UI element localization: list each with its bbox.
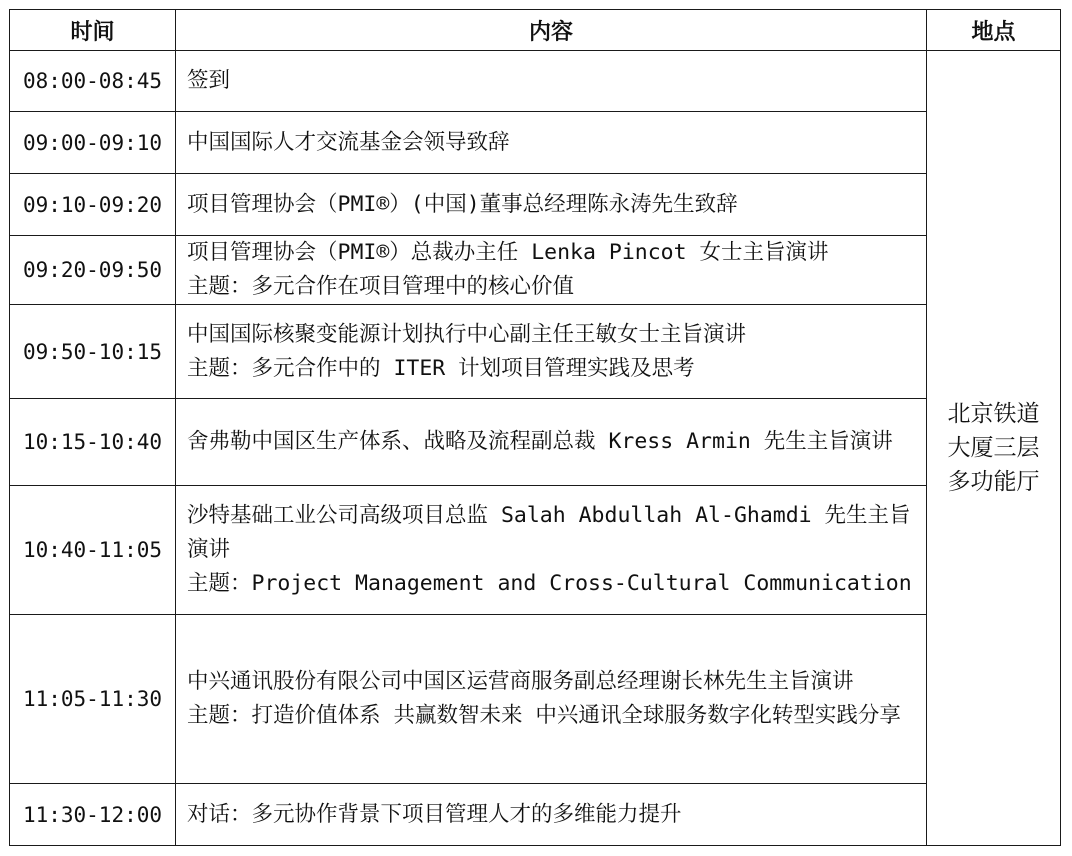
header-content: 内容 (176, 10, 927, 51)
content-line: 主题：打造价值体系 共赢数智未来 中兴通讯全球服务数字化转型实践分享 (187, 703, 901, 728)
venue-text: 北京铁道大厦三层多功能厅 (947, 401, 1040, 495)
content-cell (176, 236, 927, 305)
time-cell: 08:00-08:45 (10, 51, 176, 112)
time-cell: 11:30-12:00 (10, 784, 176, 846)
table-row (10, 236, 1061, 305)
content-cell (176, 486, 927, 615)
content-cell (176, 174, 927, 236)
content-cell (176, 784, 927, 846)
time-cell: 09:10-09:20 (10, 174, 176, 236)
table-row (10, 784, 1061, 846)
content-line: 主题：多元合作在项目管理中的核心价值 (187, 274, 575, 299)
header-time: 时间 (10, 10, 176, 51)
content-line: 主题：Project Management and Cross-Cultural Communication (187, 571, 912, 596)
time-cell: 10:40-11:05 (10, 486, 176, 615)
table-row (10, 399, 1061, 486)
agenda-table (9, 9, 1061, 846)
content-line: 舍弗勒中国区生产体系、战略及流程副总裁 Kress Armin 先生主旨演讲 (187, 429, 893, 454)
table-row (10, 174, 1061, 236)
time-cell: 09:20-09:50 (10, 236, 176, 305)
content-line: 中国国际核聚变能源计划执行中心副主任王敏女士主旨演讲 (187, 321, 747, 347)
venue-cell (927, 51, 1061, 846)
content-line: 签到 (187, 68, 231, 93)
content-cell (176, 112, 927, 174)
header-row (10, 10, 1061, 51)
table-row (10, 112, 1061, 174)
content-line: 中国国际人才交流基金会领导致辞 (187, 129, 510, 155)
content-line: 沙特基础工业公司高级项目总监 Salah Abdullah Al-Ghamdi 先生主旨演讲 (187, 503, 911, 562)
time-cell: 09:00-09:10 (10, 112, 176, 174)
time-cell: 11:05-11:30 (10, 615, 176, 784)
table-row (10, 51, 1061, 112)
time-cell: 09:50-10:15 (10, 305, 176, 399)
table-row (10, 615, 1061, 784)
content-line: 项目管理协会（PMI®）(中国)董事总经理陈永涛先生致辞 (187, 191, 738, 217)
content-line: 中兴通讯股份有限公司中国区运营商服务副总经理谢长林先生主旨演讲 (187, 669, 854, 694)
table-row (10, 486, 1061, 615)
content-cell (176, 51, 927, 112)
table-row (10, 305, 1061, 399)
header-place: 地点 (927, 10, 1061, 51)
content-cell (176, 305, 927, 399)
content-line: 主题：多元合作中的 ITER 计划项目管理实践及思考 (187, 355, 695, 381)
content-line: 对话：多元协作背景下项目管理人才的多维能力提升 (187, 801, 682, 827)
time-cell: 10:15-10:40 (10, 399, 176, 486)
content-cell (176, 399, 927, 486)
content-cell (176, 615, 927, 784)
content-line: 项目管理协会（PMI®）总裁办主任 Lenka Pincot 女士主旨演讲 (187, 240, 829, 265)
